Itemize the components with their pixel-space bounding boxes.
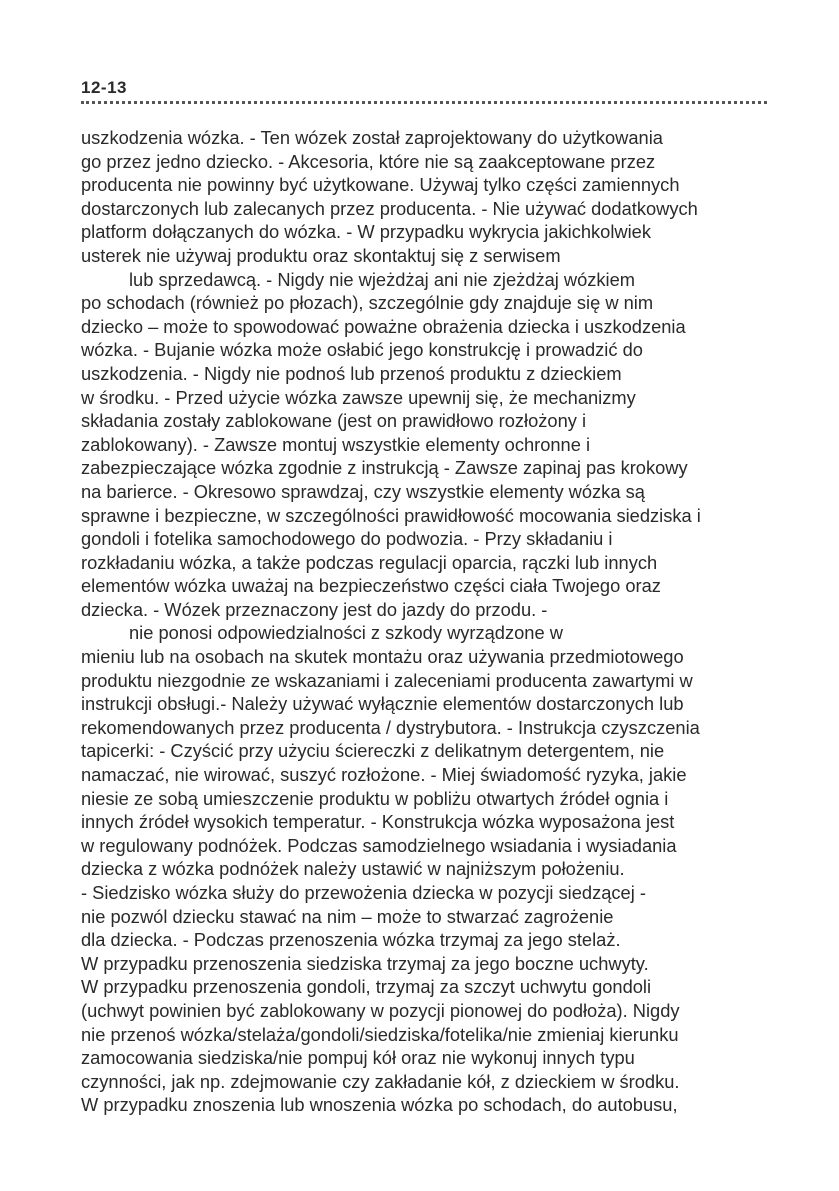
text-line: sprawne i bezpieczne, w szczególności prawidłowość mocowania siedziska i xyxy=(81,504,701,526)
text-line: instrukcji obsługi.- Należy używać wyłącznie elementów dostarczonych lub xyxy=(81,693,684,715)
text-line: uszkodzenia wózka. - Ten wózek został zaprojektowany do użytkowania xyxy=(81,127,663,148)
text-line: platform dołączanych do wózka. - W przypadku wykrycia jakichkolwiek xyxy=(81,221,651,243)
text-line: dziecka z wózka podnóżek należy ustawić w najniższym położeniu. xyxy=(81,858,625,880)
text-line: dostarczonych lub zalecanych przez producenta. - Nie używać dodatkowych xyxy=(81,197,698,219)
text-line: lub sprzedawcą. - Nigdy nie wjeżdżaj ani nie zjeżdżaj wózkiem xyxy=(129,268,636,290)
text-line: po schodach (również po płozach), szczególnie gdy znajduje się w nim xyxy=(81,292,654,314)
text-line: nie ponosi odpowiedzialności z szkody wyrządzone w xyxy=(129,622,563,644)
text-line: czynności, jak np. zdejmowanie czy zakładanie kół, z dzieckiem w środku. xyxy=(81,1070,680,1092)
dotted-divider xyxy=(81,101,767,104)
text-line: rekomendowanych przez producenta / dystrybutora. - Instrukcja czyszczenia xyxy=(81,716,700,738)
text-line: nie przenoś wózka/stelaża/gondoli/siedziska/fotelika/nie zmieniaj kierunku xyxy=(81,1023,679,1045)
text-line: składania zostały zablokowane (jest on prawidłowo rozłożony i xyxy=(81,410,587,432)
text-line: dla dziecka. - Podczas przenoszenia wózka trzymaj za jego stelaż. xyxy=(81,929,621,951)
text-line: mieniu lub na osobach na skutek montażu oraz używania przedmiotowego xyxy=(81,646,684,668)
text-line: - Siedzisko wózka służy do przewożenia dziecka w pozycji siedzącej - xyxy=(81,882,646,903)
text-line: elementów wózka uważaj na bezpieczeństwo części ciała Twojego oraz xyxy=(81,575,661,597)
text-line: zablokowany). - Zawsze montuj wszystkie elementy ochronne i xyxy=(81,433,591,455)
text-line: wózka. - Bujanie wózka może osłabić jego konstrukcję i prowadzić do xyxy=(81,339,643,361)
text-line: innych źródeł wysokich temperatur. - Konstrukcja wózka wyposażona jest xyxy=(81,811,675,833)
text-line: W przypadku przenoszenia gondoli, trzymaj za szczyt uchwytu gondoli xyxy=(81,976,652,998)
text-line: (uchwyt powinien być zablokowany w pozycji pionowej do podłoża). Nigdy xyxy=(81,999,680,1021)
text-line: go przez jedno dziecko. - Akcesoria, które nie są zaakceptowane przez xyxy=(81,150,656,172)
text-line: W przypadku przenoszenia siedziska trzymaj za jego boczne uchwyty. xyxy=(81,952,649,974)
text-line: dziecka. - Wózek przeznaczony jest do jazdy do przodu. - xyxy=(81,598,548,620)
page-number: 12-13 xyxy=(81,78,127,97)
text-line: na barierce. - Okresowo sprawdzaj, czy wszystkie elementy wózka są xyxy=(81,480,645,502)
text-line: niesie ze sobą umieszczenie produktu w pobliżu otwartych źródeł ognia i xyxy=(81,787,669,809)
text-line: uszkodzenia. - Nigdy nie podnoś lub przenoś produktu z dzieckiem xyxy=(81,362,622,384)
text-line: nie pozwól dziecku stawać na nim – może to stwarzać zagrożenie xyxy=(81,905,614,927)
text-line: w regulowany podnóżek. Podczas samodzielnego wsiadania i wysiadania xyxy=(81,834,677,856)
text-line: rozkładaniu wózka, a także podczas regulacji oparcia, rączki lub innych xyxy=(81,551,658,573)
text-line: produktu niezgodnie ze wskazaniami i zaleceniami producenta zawartymi w xyxy=(81,669,693,691)
text-line: w środku. - Przed użycie wózka zawsze upewnij się, że mechanizmy xyxy=(81,386,636,408)
text-line: W przypadku znoszenia lub wnoszenia wózka po schodach, do autobusu, xyxy=(81,1094,678,1116)
text-line: zabezpieczające wózka zgodnie z instrukcją - Zawsze zapinaj pas krokowy xyxy=(81,457,688,479)
text-line: zamocowania siedziska/nie pompuj kół oraz nie wykonuj innych typu xyxy=(81,1047,635,1069)
text-line: usterek nie używaj produktu oraz skontaktuj się z serwisem xyxy=(81,244,561,266)
text-line: namaczać, nie wirować, suszyć rozłożone. - Miej świadomość ryzyka, jakie xyxy=(81,764,687,786)
text-line: tapicerki: - Czyścić przy użyciu ściereczki z delikatnym detergentem, nie xyxy=(81,740,665,762)
text-line: gondoli i fotelika samochodowego do podwozia. - Przy składaniu i xyxy=(81,528,613,550)
text-line: dziecko – może to spowodować poważne obrażenia dziecka i uszkodzenia xyxy=(81,315,686,337)
body-text xyxy=(81,126,771,1117)
text-line: producenta nie powinny być użytkowane. Używaj tylko części zamiennych xyxy=(81,174,680,196)
